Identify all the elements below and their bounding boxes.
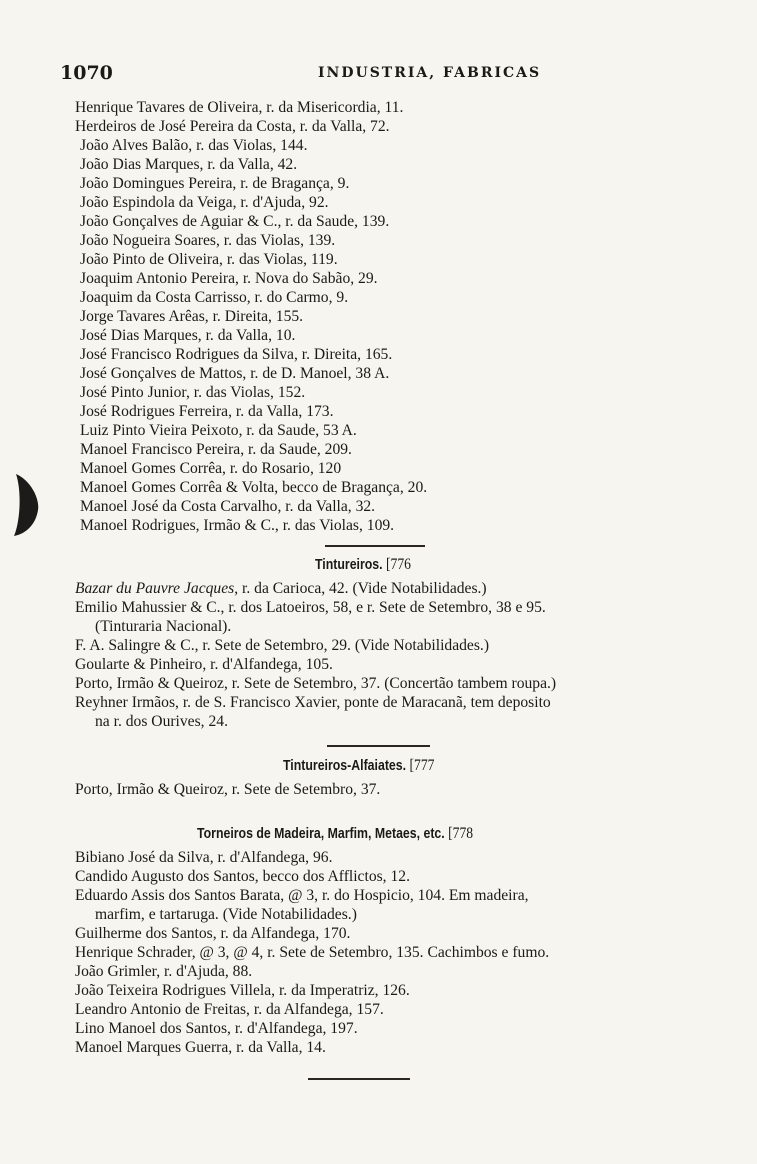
- list-item: Manoel Rodrigues, Irmão & C., r. das Violas, 109.: [80, 517, 395, 534]
- section-title: Torneiros de Madeira, Marfim, Metaes, etc.: [197, 826, 445, 842]
- entry-details: , r. da Carioca, 42. (Vide Notabilidades.): [234, 580, 487, 597]
- list-item: José Dias Marques, r. da Valla, 10.: [80, 327, 296, 344]
- list-item: João Grimler, r. d'Ajuda, 88.: [75, 963, 253, 980]
- list-item: Herdeiros de José Pereira da Costa, r. da Valla, 72.: [75, 118, 390, 135]
- list-item: João Gonçalves de Aguiar & C., r. da Saude, 139.: [80, 213, 390, 230]
- list-item: Eduardo Assis dos Santos Barata, @ 3, r. do Hospicio, 104. Em madeira,: [75, 887, 529, 904]
- section-divider: [327, 745, 430, 747]
- list-item-continuation: na r. dos Ourives, 24.: [95, 713, 228, 730]
- list-item: João Domingues Pereira, r. de Bragança, 9.: [80, 175, 350, 192]
- list-item: João Dias Marques, r. da Valla, 42.: [80, 156, 298, 173]
- list-item: João Espindola da Veiga, r. d'Ajuda, 92.: [80, 194, 329, 211]
- section-heading-tintureiros-alfaiates: [283, 757, 434, 775]
- page-header: [60, 62, 720, 86]
- list-item: Emilio Mahussier & C., r. dos Latoeiros, 58, e r. Sete de Setembro, 38 e 95.: [75, 599, 546, 616]
- list-item: Reyhner Irmãos, r. de S. Francisco Xavier, ponte de Maracanã, tem deposito: [75, 694, 551, 711]
- list-item: Manoel Francisco Pereira, r. da Saude, 209.: [80, 441, 352, 458]
- list-item: Henrique Schrader, @ 3, @ 4, r. Sete de Setembro, 135. Cachimbos e fumo.: [75, 944, 550, 961]
- list-item: Manoel José da Costa Carvalho, r. da Valla, 32.: [80, 498, 376, 515]
- section-divider: [308, 1078, 410, 1080]
- section-number: [778: [448, 825, 474, 842]
- list-item: Goularte & Pinheiro, r. d'Alfandega, 105.: [75, 656, 333, 673]
- section-divider: [325, 545, 425, 547]
- margin-blot: [8, 470, 42, 540]
- list-item: Leandro Antonio de Freitas, r. da Alfandega, 157.: [75, 1001, 384, 1018]
- list-item: Guilherme dos Santos, r. da Alfandega, 170.: [75, 925, 351, 942]
- list-item: Luiz Pinto Vieira Peixoto, r. da Saude, 53 A.: [80, 422, 357, 439]
- list-item-continuation: marfim, e tartaruga. (Vide Notabilidades.): [95, 906, 357, 923]
- list-item: Manoel Gomes Corrêa, r. do Rosario, 120: [80, 460, 342, 477]
- list-item: João Nogueira Soares, r. das Violas, 139.: [80, 232, 336, 249]
- list-item: Candido Augusto dos Santos, becco dos Afflictos, 12.: [75, 868, 410, 885]
- section-title: Tintureiros-Alfaiates.: [283, 758, 407, 774]
- list-item: Bibiano José da Silva, r. d'Alfandega, 96.: [75, 849, 333, 866]
- list-item: Jorge Tavares Arêas, r. Direita, 155.: [80, 308, 304, 325]
- section-title: Tintureiros.: [315, 557, 383, 573]
- list-item: F. A. Salingre & C., r. Sete de Setembro, 29. (Vide Notabilidades.): [75, 637, 490, 654]
- list-item: Manoel Gomes Corrêa & Volta, becco de Bragança, 20.: [80, 479, 428, 496]
- list-item: José Francisco Rodrigues da Silva, r. Direita, 165.: [80, 346, 393, 363]
- list-item: José Rodrigues Ferreira, r. da Valla, 173.: [80, 403, 334, 420]
- section-number: [777: [409, 757, 435, 774]
- section-heading-torneiros: [197, 825, 473, 843]
- list-item: Porto, Irmão & Queiroz, r. Sete de Setembro, 37. (Concertão tambem roupa.): [75, 675, 557, 692]
- list-item: Henrique Tavares de Oliveira, r. da Misericordia, 11.: [75, 99, 404, 116]
- list-item-continuation: (Tinturaria Nacional).: [95, 618, 232, 635]
- list-item: Joaquim Antonio Pereira, r. Nova do Sabão, 29.: [80, 270, 378, 287]
- list-item: Porto, Irmão & Queiroz, r. Sete de Setembro, 37.: [75, 781, 381, 798]
- section-number: [776: [386, 556, 411, 573]
- entry-name: Bazar du Pauvre Jacques: [75, 580, 235, 597]
- list-item: José Gonçalves de Mattos, r. de D. Manoel, 38 A.: [80, 365, 390, 382]
- running-title: INDUSTRIA, FABRICAS: [318, 65, 542, 81]
- list-item: Manoel Marques Guerra, r. da Valla, 14.: [75, 1039, 326, 1056]
- list-item: José Pinto Junior, r. das Violas, 152.: [80, 384, 306, 401]
- section-heading-tintureiros: [315, 556, 411, 574]
- list-item: Joaquim da Costa Carrisso, r. do Carmo, 9.: [80, 289, 349, 306]
- list-item: [75, 580, 487, 598]
- list-item: João Alves Balão, r. das Violas, 144.: [80, 137, 308, 154]
- list-item: João Teixeira Rodrigues Villela, r. da Imperatriz, 126.: [75, 982, 410, 999]
- list-item: Lino Manoel dos Santos, r. d'Alfandega, 197.: [75, 1020, 358, 1037]
- page-number: 1070: [60, 62, 113, 84]
- list-item: João Pinto de Oliveira, r. das Violas, 119.: [80, 251, 338, 268]
